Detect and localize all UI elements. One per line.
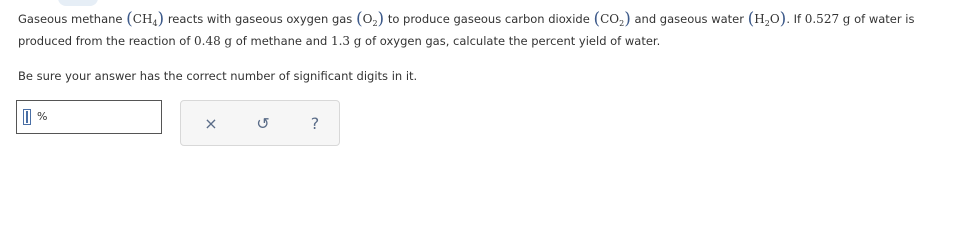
text: of oxygen gas, calculate the percent yield of water. [361,34,661,48]
paren-close: ) [624,9,631,29]
unit-grams: g [353,34,362,48]
text: Gaseous methane [18,12,127,26]
formula-h2o: $H_2O$ [754,12,780,28]
unit-grams: g [842,12,851,26]
close-icon[interactable]: × [204,114,218,133]
oxygen-mass-value: 1.3 [330,34,351,48]
formula-co2: $CO_2$ [600,12,625,28]
text: reacts with gaseous oxygen gas [164,12,356,26]
top-tab-hint [58,0,98,6]
paren-open: ( [593,9,601,29]
input-cursor-icon [23,109,31,125]
paren-close: ) [157,9,165,29]
paren-open: ( [126,9,133,29]
paren-close: ) [377,9,385,29]
problem-line-1 [18,9,958,31]
problem-line-2 [18,31,958,53]
formula-o2: $O_2$ [362,12,378,28]
methane-mass-value: 0.48 [194,34,221,48]
text: to produce gaseous carbon dioxide [384,12,594,26]
paren-close: ) [779,9,787,29]
text: of methane and [232,34,331,48]
sig-figs-note: Be sure your answer has the correct number of significant digits in it. [18,69,418,83]
help-icon[interactable]: ? [310,114,320,133]
problem-statement [18,9,958,53]
unit-grams: g [224,34,233,48]
text: . If [786,12,805,26]
text: and gaseous water [630,12,748,26]
answer-input[interactable] [16,100,162,134]
water-mass-value: 0.527 [804,12,840,26]
percent-unit-label: % [37,110,48,123]
formula-ch4: $CH_4$ [132,12,158,28]
answer-toolbar [180,100,340,146]
text: produced from the reaction of [18,34,195,48]
paren-open: ( [355,9,363,29]
reset-icon[interactable]: ↺ [256,114,270,133]
text: of water is [850,12,915,26]
paren-open: ( [747,9,755,29]
